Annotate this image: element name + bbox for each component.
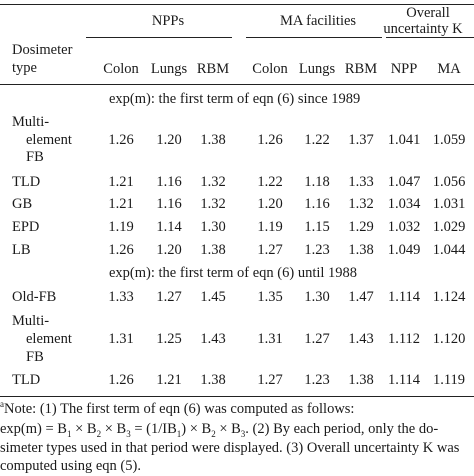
group-rule-uncertainty [386, 37, 474, 38]
group-header-uncertainty-line1: Overall [406, 5, 450, 21]
formula-text: . (2) By each period, only the do- [245, 421, 439, 437]
group-header-uncertainty-line2: uncertainty K [383, 21, 463, 37]
cell-value: 1.38 [348, 242, 374, 258]
cell-value: 1.114 [387, 372, 421, 388]
cell-value: 1.25 [156, 331, 182, 347]
cell-value: 1.43 [348, 331, 374, 347]
cell-value: 1.056 [432, 174, 466, 190]
table-bottom-rule [0, 396, 474, 397]
cell-value: 1.19 [257, 219, 283, 235]
cell-value: 1.38 [348, 372, 374, 388]
section-title-since-1989: exp(m): the first term of eqn (6) since 1989 [109, 91, 361, 107]
column-header-dosimeter-line1: Dosimeter [12, 42, 73, 58]
cell-value: 1.27 [257, 242, 283, 258]
column-header-ma-colon: Colon [252, 61, 288, 77]
cell-value: 1.16 [156, 196, 182, 212]
cell-value: 1.33 [348, 174, 374, 190]
cell-value: 1.16 [304, 196, 330, 212]
cell-value: 1.23 [304, 242, 330, 258]
formula-subscript: 3 [126, 428, 131, 439]
column-header-npp-colon: Colon [103, 61, 139, 77]
group-rule-ma [246, 37, 382, 38]
cell-value: 1.43 [200, 331, 226, 347]
cell-value: 1.119 [432, 372, 466, 388]
formula-text: = (1/IB [130, 421, 177, 437]
column-header-npp-rbm: RBM [196, 61, 230, 77]
cell-value: 1.041 [387, 132, 421, 148]
cell-value: 1.27 [257, 372, 283, 388]
cell-value: 1.33 [108, 289, 134, 305]
cell-value: 1.32 [200, 196, 226, 212]
footnote-marker: a [0, 399, 4, 410]
column-header-k-npp: NPP [390, 61, 418, 77]
cell-value: 1.26 [257, 132, 283, 148]
cell-value: 1.059 [432, 132, 466, 148]
formula-text: exp(m) = B [0, 421, 67, 437]
formula-text: ) × B [181, 421, 212, 437]
cell-value: 1.029 [432, 219, 466, 235]
cell-value: 1.30 [200, 219, 226, 235]
column-header-k-ma: MA [437, 61, 461, 77]
cell-value: 1.23 [304, 372, 330, 388]
cell-value: 1.124 [432, 289, 466, 305]
cell-value: 1.20 [156, 132, 182, 148]
row-label-line: TLD [12, 174, 41, 190]
row-label-line: FB [26, 349, 44, 365]
row-label-line: Old-FB [12, 289, 57, 305]
cell-value: 1.20 [156, 242, 182, 258]
formula-subscript: 3 [240, 428, 246, 439]
formula-subscript: 2 [211, 428, 216, 439]
row-label-line: Multi- [12, 313, 50, 329]
cell-value: 1.38 [200, 242, 226, 258]
cell-value: 1.15 [304, 219, 330, 235]
cell-value: 1.47 [348, 289, 374, 305]
formula-subscript: 1 [176, 428, 182, 439]
cell-value: 1.26 [108, 372, 134, 388]
formula-subscript: 1 [66, 428, 72, 439]
formula-text: × B [215, 421, 241, 437]
section-title-until-1988: exp(m): the first term of eqn (6) until 1988 [109, 265, 358, 281]
header-bottom-rule [0, 84, 474, 85]
cell-value: 1.114 [387, 289, 421, 305]
cell-value: 1.26 [108, 242, 134, 258]
cell-value: 1.20 [257, 196, 283, 212]
row-label-line: GB [12, 196, 33, 212]
footnote-line4: computed using eqn (5). [0, 458, 141, 474]
formula-subscript: 2 [96, 428, 102, 439]
row-label-line: LB [12, 242, 31, 258]
row-label-line: Multi- [12, 114, 50, 130]
cell-value: 1.047 [387, 174, 421, 190]
cell-value: 1.21 [108, 174, 134, 190]
cell-value: 1.29 [348, 219, 374, 235]
row-label-line: EPD [12, 219, 40, 235]
column-header-dosimeter-line2: type [12, 60, 37, 76]
column-header-ma-rbm: RBM [344, 61, 378, 77]
cell-value: 1.14 [156, 219, 182, 235]
cell-value: 1.19 [108, 219, 134, 235]
cell-value: 1.31 [108, 331, 134, 347]
cell-value: 1.27 [156, 289, 182, 305]
table-top-rule [0, 4, 474, 5]
formula-text: × B [71, 421, 97, 437]
cell-value: 1.112 [387, 331, 421, 347]
column-header-ma-lungs: Lungs [298, 61, 336, 77]
cell-value: 1.27 [304, 331, 330, 347]
cell-value: 1.38 [200, 372, 226, 388]
cell-value: 1.38 [200, 132, 226, 148]
cell-value: 1.049 [387, 242, 421, 258]
cell-value: 1.35 [257, 289, 283, 305]
cell-value: 1.30 [304, 289, 330, 305]
cell-value: 1.032 [387, 219, 421, 235]
group-rule-npps [86, 37, 232, 38]
cell-value: 1.031 [432, 196, 466, 212]
cell-value: 1.120 [432, 331, 466, 347]
cell-value: 1.21 [108, 196, 134, 212]
row-label-line: element [26, 331, 72, 347]
footnote-line2 [0, 420, 438, 438]
cell-value: 1.32 [348, 196, 374, 212]
footnote-text: Note: (1) The first term of eqn (6) was computed as follows: [4, 401, 355, 417]
row-label-line: element [26, 132, 72, 148]
cell-value: 1.32 [200, 174, 226, 190]
cell-value: 1.22 [304, 132, 330, 148]
cell-value: 1.18 [304, 174, 330, 190]
footnote-line3: simeter types used in that period were displayed. (3) Overall uncertainty K was [0, 440, 460, 456]
cell-value: 1.21 [156, 372, 182, 388]
group-header-ma-facilities: MA facilities [279, 13, 357, 29]
cell-value: 1.26 [108, 132, 134, 148]
cell-value: 1.044 [432, 242, 466, 258]
cell-value: 1.45 [200, 289, 226, 305]
cell-value: 1.16 [156, 174, 182, 190]
cell-value: 1.31 [257, 331, 283, 347]
cell-value: 1.034 [387, 196, 421, 212]
row-label-line: FB [26, 149, 44, 165]
footnote-line1 [0, 400, 354, 418]
cell-value: 1.22 [257, 174, 283, 190]
group-header-npps: NPPs [151, 13, 185, 29]
cell-value: 1.37 [348, 132, 374, 148]
column-header-npp-lungs: Lungs [150, 61, 188, 77]
formula-text: × B [101, 421, 127, 437]
row-label-line: TLD [12, 372, 41, 388]
